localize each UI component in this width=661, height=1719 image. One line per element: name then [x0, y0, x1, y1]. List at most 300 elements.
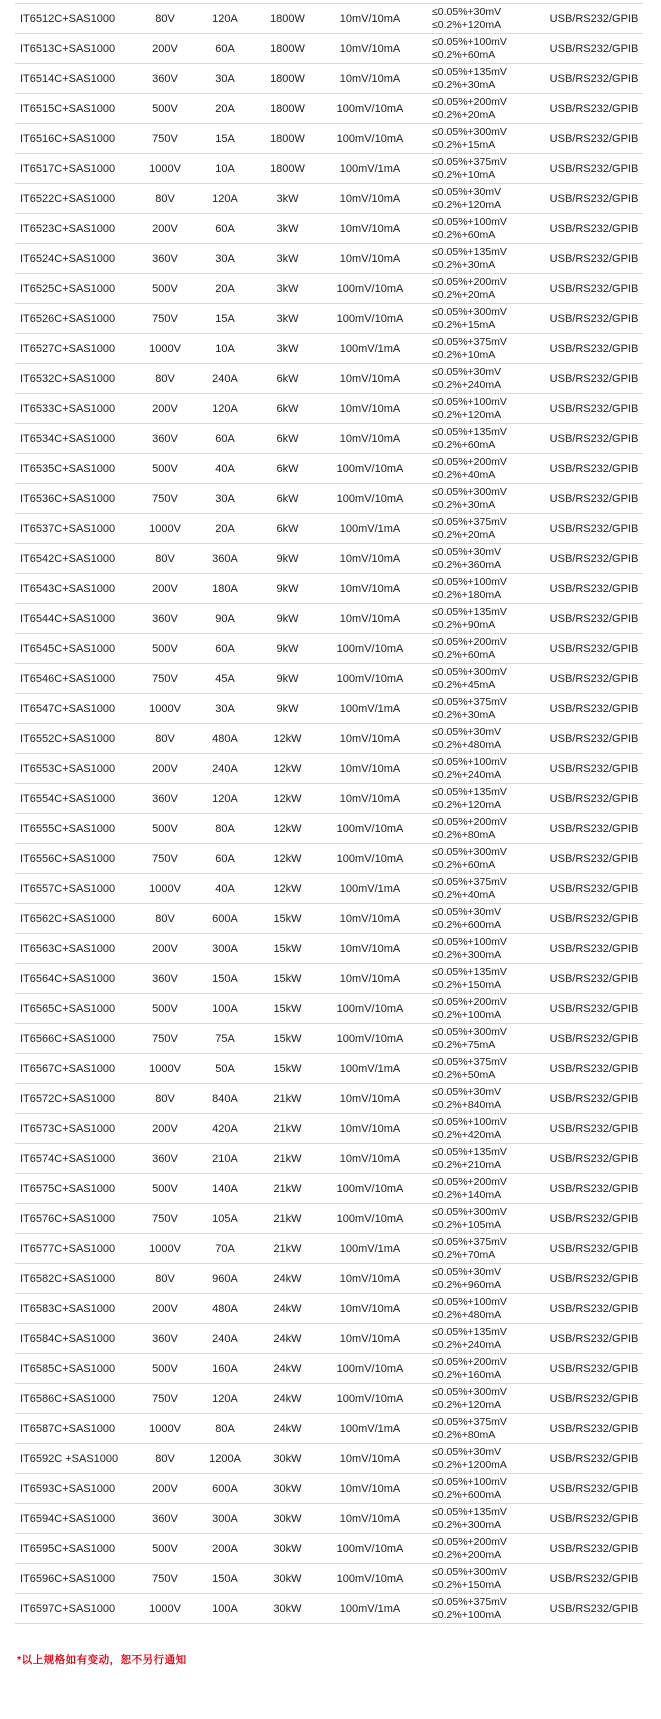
table-row — [15, 484, 643, 514]
resolution-cell: 10mV/10mA — [339, 762, 401, 775]
power-cell: 12kW — [273, 882, 302, 895]
current-cell: 80A — [215, 1422, 235, 1435]
current-cell: 120A — [212, 402, 238, 415]
table-row — [15, 1354, 643, 1384]
accuracy-cell — [420, 1596, 545, 1621]
resolution-cell: 100mV/1mA — [339, 342, 401, 355]
table-row — [15, 964, 643, 994]
model-cell: IT6587C+SAS1000 — [20, 1422, 116, 1435]
resolution-cell: 10mV/10mA — [339, 402, 401, 415]
current-cell: 100A — [212, 1002, 238, 1015]
accuracy-cell — [420, 1416, 545, 1441]
resolution-cell: 10mV/10mA — [339, 1092, 401, 1105]
voltage-cell: 360V — [152, 72, 178, 85]
accuracy-cell — [420, 306, 545, 331]
current-cell: 15A — [215, 312, 235, 325]
table-row — [15, 94, 643, 124]
table-row — [15, 364, 643, 394]
resolution-cell: 100mV/10mA — [336, 1002, 404, 1015]
accuracy-voltage-line: ≤0.05%+375mV — [432, 516, 507, 528]
resolution-cell: 10mV/10mA — [339, 552, 401, 565]
resolution-cell: 10mV/10mA — [339, 1122, 401, 1135]
power-cell: 12kW — [273, 732, 302, 745]
table-row — [15, 1264, 643, 1294]
model-cell: IT6523C+SAS1000 — [20, 222, 116, 235]
resolution-cell: 10mV/10mA — [339, 372, 401, 385]
model-cell: IT6553C+SAS1000 — [20, 762, 116, 775]
current-cell: 90A — [215, 612, 235, 625]
table-row — [15, 1534, 643, 1564]
accuracy-cell — [420, 1296, 545, 1321]
accuracy-cell — [420, 966, 545, 991]
accuracy-voltage-line: ≤0.05%+100mV — [432, 396, 507, 408]
accuracy-voltage-line: ≤0.05%+100mV — [432, 1116, 507, 1128]
resolution-cell: 10mV/10mA — [339, 192, 401, 205]
power-cell: 6kW — [276, 462, 299, 475]
accuracy-current-line: ≤0.2%+100mA — [432, 1608, 502, 1621]
accuracy-cell — [420, 456, 545, 481]
model-cell: IT6594C+SAS1000 — [20, 1512, 116, 1525]
table-row — [15, 1204, 643, 1234]
current-cell: 360A — [212, 552, 238, 565]
power-cell: 1800W — [270, 12, 305, 25]
accuracy-voltage-line: ≤0.05%+375mV — [432, 1236, 507, 1248]
power-cell: 12kW — [273, 762, 302, 775]
accuracy-current-line: ≤0.2%+20mA — [432, 108, 496, 121]
resolution-cell: 100mV/1mA — [339, 1602, 401, 1615]
accuracy-current-line: ≤0.2%+15mA — [432, 318, 496, 331]
accuracy-cell — [420, 336, 545, 361]
current-cell: 140A — [212, 1182, 238, 1195]
voltage-cell: 360V — [152, 432, 178, 445]
accuracy-current-line: ≤0.2%+420mA — [432, 1128, 502, 1141]
accuracy-current-line: ≤0.2%+60mA — [432, 228, 496, 241]
voltage-cell: 200V — [152, 582, 178, 595]
accuracy-cell — [420, 576, 545, 601]
power-cell: 3kW — [276, 222, 299, 235]
interface-cell: USB/RS232/GPIB — [549, 702, 639, 715]
voltage-cell: 80V — [155, 12, 175, 25]
power-cell: 30kW — [273, 1602, 302, 1615]
interface-cell: USB/RS232/GPIB — [549, 1122, 639, 1135]
accuracy-current-line: ≤0.2%+120mA — [432, 798, 502, 811]
current-cell: 240A — [212, 762, 238, 775]
accuracy-current-line: ≤0.2%+160mA — [432, 1368, 502, 1381]
accuracy-cell — [420, 246, 545, 271]
accuracy-voltage-line: ≤0.05%+30mV — [432, 1086, 502, 1098]
interface-cell: USB/RS232/GPIB — [549, 1602, 639, 1615]
current-cell: 480A — [212, 1302, 238, 1315]
accuracy-cell — [420, 156, 545, 181]
accuracy-voltage-line: ≤0.05%+30mV — [432, 546, 502, 558]
accuracy-voltage-line: ≤0.05%+135mV — [432, 426, 507, 438]
table-row — [15, 844, 643, 874]
model-cell: IT6532C+SAS1000 — [20, 372, 116, 385]
power-cell: 24kW — [273, 1332, 302, 1345]
resolution-cell: 100mV/1mA — [339, 882, 401, 895]
accuracy-voltage-line: ≤0.05%+300mV — [432, 1566, 507, 1578]
current-cell: 120A — [212, 12, 238, 25]
model-cell: IT6522C+SAS1000 — [20, 192, 116, 205]
voltage-cell: 200V — [152, 1302, 178, 1315]
model-cell: IT6576C+SAS1000 — [20, 1212, 116, 1225]
current-cell: 30A — [215, 252, 235, 265]
accuracy-current-line: ≤0.2%+80mA — [432, 828, 496, 841]
resolution-cell: 100mV/10mA — [336, 1362, 404, 1375]
accuracy-voltage-line: ≤0.05%+100mV — [432, 936, 507, 948]
table-row — [15, 514, 643, 544]
model-cell: IT6526C+SAS1000 — [20, 312, 116, 325]
accuracy-cell — [420, 1206, 545, 1231]
current-cell: 45A — [215, 672, 235, 685]
table-row — [15, 64, 643, 94]
accuracy-cell — [420, 126, 545, 151]
table-row — [15, 4, 643, 34]
resolution-cell: 100mV/10mA — [336, 462, 404, 475]
current-cell: 40A — [215, 462, 235, 475]
resolution-cell: 10mV/10mA — [339, 972, 401, 985]
model-cell: IT6572C+SAS1000 — [20, 1092, 116, 1105]
table-row — [15, 184, 643, 214]
accuracy-cell — [420, 1326, 545, 1351]
accuracy-voltage-line: ≤0.05%+300mV — [432, 666, 507, 678]
accuracy-current-line: ≤0.2%+600mA — [432, 918, 502, 931]
voltage-cell: 360V — [152, 1332, 178, 1345]
model-cell: IT6566C+SAS1000 — [20, 1032, 116, 1045]
accuracy-voltage-line: ≤0.05%+135mV — [432, 606, 507, 618]
accuracy-current-line: ≤0.2%+840mA — [432, 1098, 502, 1111]
model-cell: IT6516C+SAS1000 — [20, 132, 116, 145]
model-cell: IT6597C+SAS1000 — [20, 1602, 116, 1615]
accuracy-current-line: ≤0.2%+60mA — [432, 648, 496, 661]
table-row — [15, 694, 643, 724]
current-cell: 60A — [215, 642, 235, 655]
resolution-cell: 10mV/10mA — [339, 732, 401, 745]
table-row — [15, 1594, 643, 1624]
accuracy-voltage-line: ≤0.05%+200mV — [432, 276, 507, 288]
accuracy-voltage-line: ≤0.05%+100mV — [432, 576, 507, 588]
accuracy-voltage-line: ≤0.05%+30mV — [432, 366, 502, 378]
resolution-cell: 10mV/10mA — [339, 1512, 401, 1525]
current-cell: 50A — [215, 1062, 235, 1075]
interface-cell: USB/RS232/GPIB — [549, 942, 639, 955]
accuracy-voltage-line: ≤0.05%+200mV — [432, 1176, 507, 1188]
resolution-cell: 100mV/10mA — [336, 312, 404, 325]
table-row — [15, 124, 643, 154]
interface-cell: USB/RS232/GPIB — [549, 1272, 639, 1285]
voltage-cell: 1000V — [149, 702, 181, 715]
accuracy-current-line: ≤0.2%+80mA — [432, 1428, 496, 1441]
table-row — [15, 994, 643, 1024]
current-cell: 20A — [215, 522, 235, 535]
model-cell: IT6565C+SAS1000 — [20, 1002, 116, 1015]
power-cell: 24kW — [273, 1422, 302, 1435]
current-cell: 150A — [212, 972, 238, 985]
power-cell: 9kW — [276, 552, 299, 565]
accuracy-cell — [420, 396, 545, 421]
current-cell: 1200A — [209, 1452, 241, 1465]
table-row — [15, 1384, 643, 1414]
voltage-cell: 200V — [152, 402, 178, 415]
model-cell: IT6584C+SAS1000 — [20, 1332, 116, 1345]
interface-cell: USB/RS232/GPIB — [549, 132, 639, 145]
model-cell: IT6564C+SAS1000 — [20, 972, 116, 985]
current-cell: 420A — [212, 1122, 238, 1135]
accuracy-current-line: ≤0.2%+10mA — [432, 348, 496, 361]
accuracy-cell — [420, 1266, 545, 1291]
voltage-cell: 200V — [152, 1122, 178, 1135]
power-cell: 3kW — [276, 312, 299, 325]
model-cell: IT6515C+SAS1000 — [20, 102, 116, 115]
accuracy-voltage-line: ≤0.05%+135mV — [432, 1326, 507, 1338]
current-cell: 75A — [215, 1032, 235, 1045]
model-cell: IT6534C+SAS1000 — [20, 432, 116, 445]
accuracy-current-line: ≤0.2%+70mA — [432, 1248, 496, 1261]
interface-cell: USB/RS232/GPIB — [549, 1332, 639, 1345]
accuracy-current-line: ≤0.2%+100mA — [432, 1008, 502, 1021]
accuracy-cell — [420, 1506, 545, 1531]
interface-cell: USB/RS232/GPIB — [549, 462, 639, 475]
accuracy-current-line: ≤0.2%+10mA — [432, 168, 496, 181]
current-cell: 200A — [212, 1542, 238, 1555]
model-cell: IT6573C+SAS1000 — [20, 1122, 116, 1135]
accuracy-voltage-line: ≤0.05%+375mV — [432, 336, 507, 348]
power-cell: 30kW — [273, 1452, 302, 1465]
model-cell: IT6555C+SAS1000 — [20, 822, 116, 835]
model-cell: IT6545C+SAS1000 — [20, 642, 116, 655]
current-cell: 150A — [212, 1572, 238, 1585]
voltage-cell: 1000V — [149, 162, 181, 175]
voltage-cell: 80V — [155, 552, 175, 565]
accuracy-cell — [420, 546, 545, 571]
accuracy-voltage-line: ≤0.05%+300mV — [432, 1026, 507, 1038]
current-cell: 20A — [215, 102, 235, 115]
table-row — [15, 724, 643, 754]
current-cell: 15A — [215, 132, 235, 145]
current-cell: 80A — [215, 822, 235, 835]
model-cell: IT6596C+SAS1000 — [20, 1572, 116, 1585]
table-row — [15, 1324, 643, 1354]
accuracy-cell — [420, 1446, 545, 1471]
accuracy-cell — [420, 516, 545, 541]
accuracy-current-line: ≤0.2%+30mA — [432, 708, 496, 721]
table-row — [15, 334, 643, 364]
resolution-cell: 100mV/1mA — [339, 1062, 401, 1075]
interface-cell: USB/RS232/GPIB — [549, 192, 639, 205]
accuracy-voltage-line: ≤0.05%+135mV — [432, 66, 507, 78]
interface-cell: USB/RS232/GPIB — [549, 492, 639, 505]
accuracy-voltage-line: ≤0.05%+200mV — [432, 1536, 507, 1548]
accuracy-voltage-line: ≤0.05%+30mV — [432, 186, 502, 198]
table-row — [15, 1114, 643, 1144]
accuracy-current-line: ≤0.2%+240mA — [432, 1338, 502, 1351]
current-cell: 840A — [212, 1092, 238, 1105]
voltage-cell: 500V — [152, 102, 178, 115]
power-cell: 1800W — [270, 72, 305, 85]
accuracy-current-line: ≤0.2%+30mA — [432, 498, 496, 511]
accuracy-current-line: ≤0.2%+120mA — [432, 198, 502, 211]
table-row — [15, 1564, 643, 1594]
voltage-cell: 1000V — [149, 1242, 181, 1255]
model-cell: IT6517C+SAS1000 — [20, 162, 116, 175]
accuracy-current-line: ≤0.2%+1200mA — [432, 1458, 507, 1471]
power-cell: 3kW — [276, 252, 299, 265]
current-cell: 600A — [212, 912, 238, 925]
interface-cell: USB/RS232/GPIB — [549, 792, 639, 805]
accuracy-cell — [420, 876, 545, 901]
current-cell: 10A — [215, 342, 235, 355]
current-cell: 120A — [212, 1392, 238, 1405]
accuracy-voltage-line: ≤0.05%+135mV — [432, 966, 507, 978]
voltage-cell: 80V — [155, 1452, 175, 1465]
voltage-cell: 360V — [152, 1152, 178, 1165]
accuracy-voltage-line: ≤0.05%+200mV — [432, 1356, 507, 1368]
power-cell: 15kW — [273, 1062, 302, 1075]
power-cell: 9kW — [276, 702, 299, 715]
current-cell: 180A — [212, 582, 238, 595]
accuracy-voltage-line: ≤0.05%+375mV — [432, 696, 507, 708]
current-cell: 60A — [215, 852, 235, 865]
power-cell: 6kW — [276, 492, 299, 505]
interface-cell: USB/RS232/GPIB — [549, 1002, 639, 1015]
interface-cell: USB/RS232/GPIB — [549, 852, 639, 865]
accuracy-current-line: ≤0.2%+45mA — [432, 678, 496, 691]
interface-cell: USB/RS232/GPIB — [549, 1302, 639, 1315]
table-row — [15, 1144, 643, 1174]
interface-cell: USB/RS232/GPIB — [549, 1362, 639, 1375]
power-cell: 9kW — [276, 582, 299, 595]
interface-cell: USB/RS232/GPIB — [549, 1212, 639, 1225]
model-cell: IT6525C+SAS1000 — [20, 282, 116, 295]
current-cell: 40A — [215, 882, 235, 895]
power-cell: 12kW — [273, 852, 302, 865]
table-row — [15, 304, 643, 334]
voltage-cell: 80V — [155, 1092, 175, 1105]
resolution-cell: 100mV/1mA — [339, 162, 401, 175]
accuracy-voltage-line: ≤0.05%+300mV — [432, 306, 507, 318]
table-row — [15, 454, 643, 484]
accuracy-current-line: ≤0.2%+50mA — [432, 1068, 496, 1081]
interface-cell: USB/RS232/GPIB — [549, 222, 639, 235]
accuracy-voltage-line: ≤0.05%+200mV — [432, 456, 507, 468]
table-row — [15, 544, 643, 574]
voltage-cell: 80V — [155, 912, 175, 925]
accuracy-current-line: ≤0.2%+300mA — [432, 1518, 502, 1531]
power-cell: 21kW — [273, 1242, 302, 1255]
power-cell: 9kW — [276, 672, 299, 685]
accuracy-current-line: ≤0.2%+30mA — [432, 78, 496, 91]
power-cell: 15kW — [273, 942, 302, 955]
accuracy-current-line: ≤0.2%+150mA — [432, 1578, 502, 1591]
table-row — [15, 1234, 643, 1264]
interface-cell: USB/RS232/GPIB — [549, 12, 639, 25]
accuracy-cell — [420, 906, 545, 931]
power-cell: 9kW — [276, 612, 299, 625]
voltage-cell: 1000V — [149, 522, 181, 535]
voltage-cell: 360V — [152, 612, 178, 625]
model-cell: IT6527C+SAS1000 — [20, 342, 116, 355]
accuracy-current-line: ≤0.2%+15mA — [432, 138, 496, 151]
accuracy-current-line: ≤0.2%+60mA — [432, 858, 496, 871]
accuracy-voltage-line: ≤0.05%+100mV — [432, 756, 507, 768]
accuracy-current-line: ≤0.2%+120mA — [432, 408, 502, 421]
accuracy-cell — [420, 1146, 545, 1171]
resolution-cell: 100mV/1mA — [339, 1422, 401, 1435]
interface-cell: USB/RS232/GPIB — [549, 1572, 639, 1585]
table-row — [15, 754, 643, 784]
power-cell: 1800W — [270, 162, 305, 175]
power-cell: 6kW — [276, 402, 299, 415]
power-cell: 6kW — [276, 432, 299, 445]
current-cell: 960A — [212, 1272, 238, 1285]
current-cell: 60A — [215, 42, 235, 55]
accuracy-current-line: ≤0.2%+240mA — [432, 378, 502, 391]
accuracy-cell — [420, 1116, 545, 1141]
voltage-cell: 750V — [152, 1392, 178, 1405]
interface-cell: USB/RS232/GPIB — [549, 582, 639, 595]
accuracy-current-line: ≤0.2%+180mA — [432, 588, 502, 601]
resolution-cell: 100mV/10mA — [336, 1212, 404, 1225]
accuracy-current-line: ≤0.2%+360mA — [432, 558, 502, 571]
interface-cell: USB/RS232/GPIB — [549, 732, 639, 745]
voltage-cell: 500V — [152, 822, 178, 835]
voltage-cell: 750V — [152, 132, 178, 145]
power-cell: 21kW — [273, 1092, 302, 1105]
resolution-cell: 100mV/1mA — [339, 702, 401, 715]
current-cell: 120A — [212, 192, 238, 205]
interface-cell: USB/RS232/GPIB — [549, 42, 639, 55]
power-cell: 24kW — [273, 1302, 302, 1315]
power-cell: 12kW — [273, 822, 302, 835]
interface-cell: USB/RS232/GPIB — [549, 912, 639, 925]
accuracy-current-line: ≤0.2%+60mA — [432, 438, 496, 451]
resolution-cell: 100mV/10mA — [336, 282, 404, 295]
accuracy-cell — [420, 996, 545, 1021]
power-cell: 30kW — [273, 1542, 302, 1555]
accuracy-current-line: ≤0.2%+75mA — [432, 1038, 496, 1051]
voltage-cell: 80V — [155, 372, 175, 385]
voltage-cell: 500V — [152, 1002, 178, 1015]
accuracy-current-line: ≤0.2%+140mA — [432, 1188, 502, 1201]
table-row — [15, 394, 643, 424]
table-row — [15, 34, 643, 64]
accuracy-current-line: ≤0.2%+30mA — [432, 258, 496, 271]
current-cell: 120A — [212, 792, 238, 805]
voltage-cell: 200V — [152, 762, 178, 775]
voltage-cell: 1000V — [149, 1062, 181, 1075]
interface-cell: USB/RS232/GPIB — [549, 162, 639, 175]
table-row — [15, 574, 643, 604]
accuracy-voltage-line: ≤0.05%+135mV — [432, 1146, 507, 1158]
table-row — [15, 784, 643, 814]
resolution-cell: 100mV/10mA — [336, 1572, 404, 1585]
model-cell: IT6557C+SAS1000 — [20, 882, 116, 895]
power-cell: 6kW — [276, 522, 299, 535]
accuracy-cell — [420, 1086, 545, 1111]
accuracy-cell — [420, 66, 545, 91]
voltage-cell: 750V — [152, 1212, 178, 1225]
model-cell: IT6593C+SAS1000 — [20, 1482, 116, 1495]
interface-cell: USB/RS232/GPIB — [549, 1032, 639, 1045]
voltage-cell: 1000V — [149, 1602, 181, 1615]
interface-cell: USB/RS232/GPIB — [549, 72, 639, 85]
voltage-cell: 750V — [152, 492, 178, 505]
current-cell: 480A — [212, 732, 238, 745]
interface-cell: USB/RS232/GPIB — [549, 972, 639, 985]
voltage-cell: 80V — [155, 192, 175, 205]
resolution-cell: 100mV/10mA — [336, 1392, 404, 1405]
table-row — [15, 1504, 643, 1534]
